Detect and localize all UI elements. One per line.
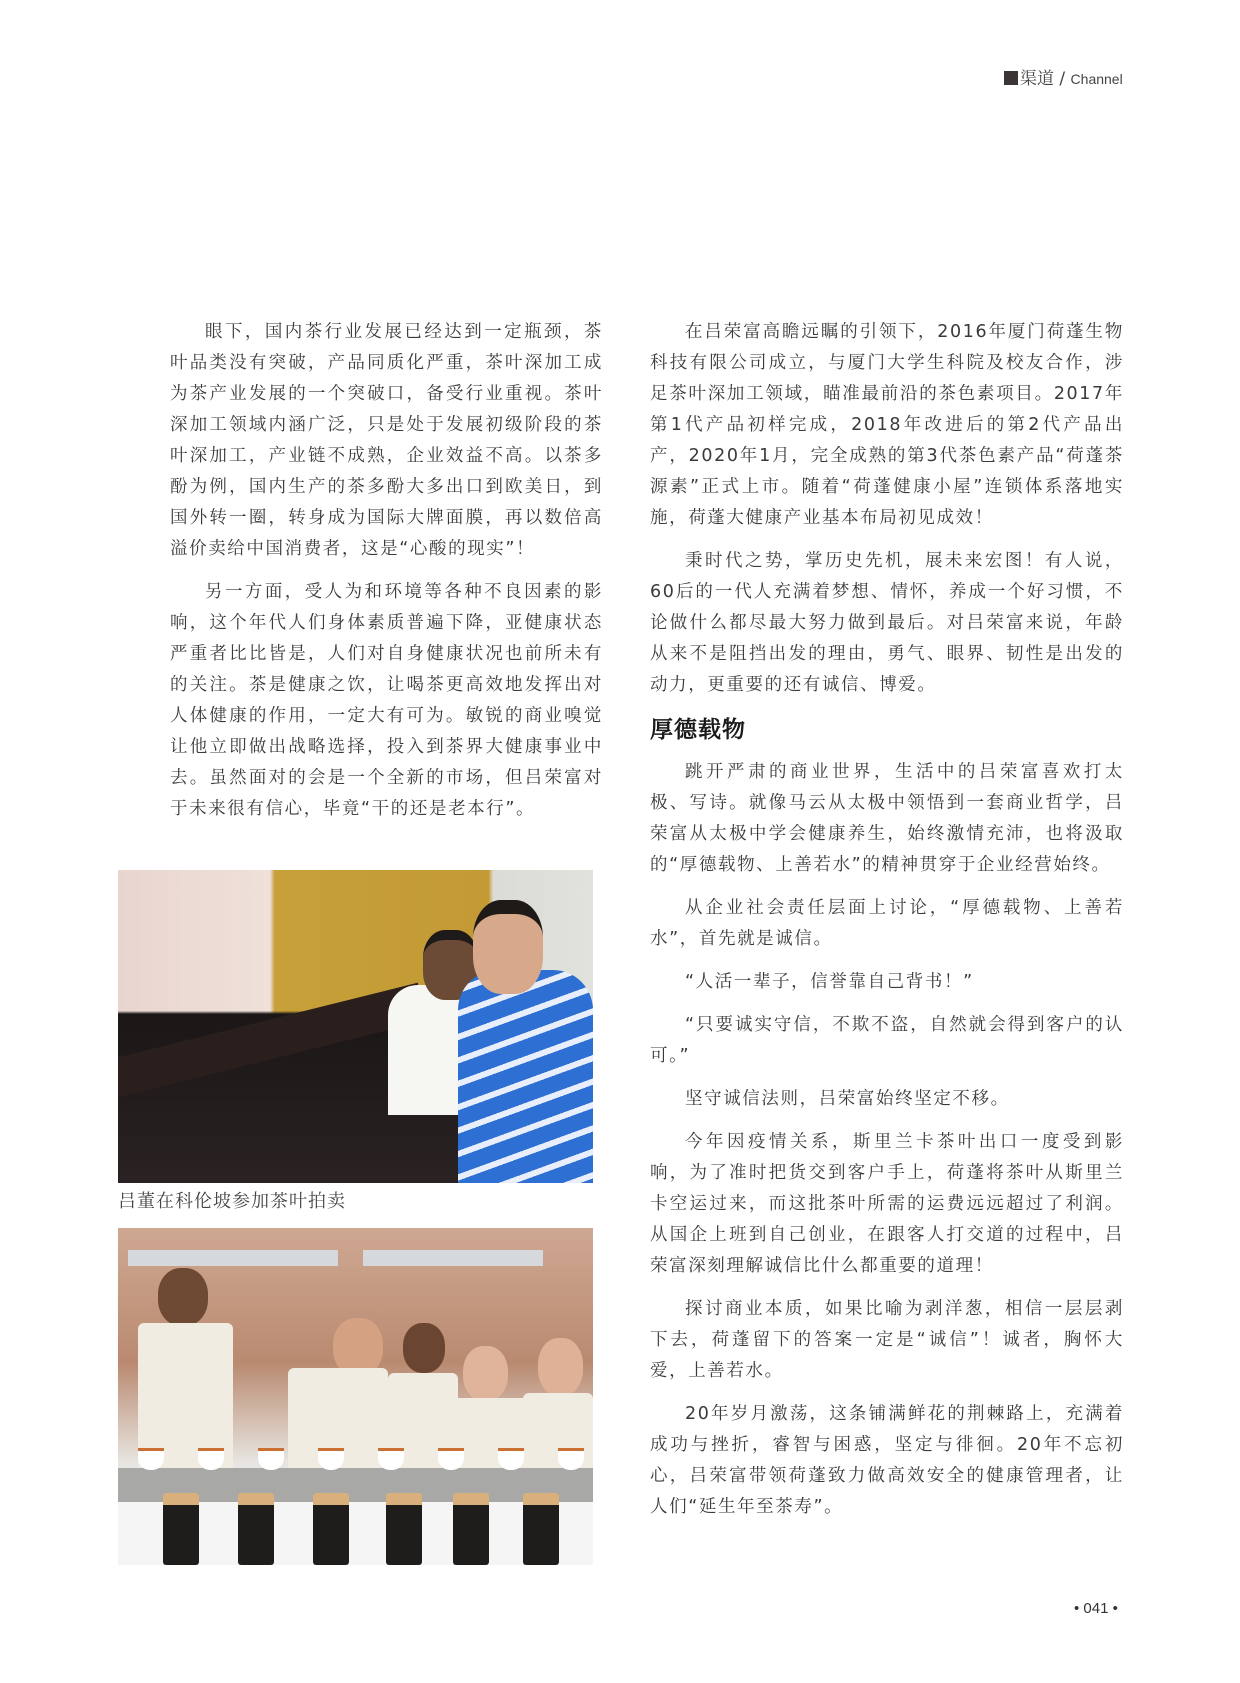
paragraph: 20年岁月激荡，这条铺满鲜花的荆棘路上，充满着成功与挫折，睿智与困惑，坚定与徘徊。20年不忘初心，吕荣富带领荷蓬致力做高效安全的健康管理者，让人们“延生年至茶寿”。: [650, 1404, 1124, 1517]
person-blue-shirt-shape: [458, 970, 593, 1183]
tea-jar-shape: [453, 1493, 489, 1565]
cup-shape: [138, 1448, 164, 1470]
lamp-shape: [363, 1250, 543, 1266]
square-bullet-icon: [1004, 71, 1018, 85]
person-head-shape: [473, 900, 543, 994]
section-separator: /: [1059, 69, 1066, 89]
paragraph: 眼下，国内茶行业发展已经达到一定瓶颈，茶叶品类没有突破，产品同质化严重，茶叶深加工成为茶产业发展的一个突破口，备受行业重视。茶叶深加工领域内涵广泛，只是处于发展初级阶段的茶叶深加工，产业链不成熟，企业效益不高。以茶多酚为例，国内生产的茶多酚大多出口到欧美日，到国外转一圈，转身成为国际大牌面膜，再以数倍高溢价卖给中国消费者，这是“心酸的现实”！: [170, 322, 603, 559]
cup-shape: [258, 1448, 284, 1470]
cup-shape: [198, 1448, 224, 1470]
tea-jar-shape: [238, 1493, 274, 1565]
quote-paragraph: “人活一辈子，信誉靠自己背书！”: [685, 972, 974, 992]
tea-jar-shape: [313, 1493, 349, 1565]
person-head-shape: [158, 1268, 208, 1326]
tea-jar-shape: [386, 1493, 422, 1565]
photo-caption: 吕董在科伦坡参加茶叶拍卖: [118, 1191, 346, 1212]
cup-shape: [498, 1448, 524, 1470]
cup-shape: [378, 1448, 404, 1470]
lamp-shape: [128, 1250, 338, 1266]
section-name-cn: 渠道: [1020, 69, 1054, 89]
tea-jar-shape: [523, 1493, 559, 1565]
paragraph: 坚守诚信法则，吕荣富始终坚定不移。: [685, 1089, 1010, 1109]
photo-tea-tasting: [118, 1228, 593, 1565]
paragraph: 跳开严肃的商业世界，生活中的吕荣富喜欢打太极、写诗。就像马云从太极中领悟到一套商业哲学，吕荣富从太极中学会健康养生，始终激情充沛，也将汲取的“厚德载物、上善若水”的精神贯穿于企业经营始终。: [650, 762, 1124, 875]
person-head-shape: [538, 1338, 583, 1396]
section-heading: 厚德载物: [650, 717, 746, 743]
paragraph: 另一方面，受人为和环境等各种不良因素的影响，这个年代人们身体素质普遍下降，亚健康状态严重者比比皆是，人们对自身健康状况也前所未有的关注。茶是健康之饮，让喝茶更高效地发挥出对人体健康的作用，一定大有可为。敏锐的商业嗅觉让他立即做出战略选择，投入到茶界大健康事业中去。虽然面对的会是一个全新的市场，但吕荣富对于未来很有信心，毕竟“干的还是老本行”。: [170, 582, 603, 819]
right-column: [650, 317, 1124, 1535]
paragraph: 在吕荣富高瞻远瞩的引领下，2016年厦门荷蓬生物科技有限公司成立，与厦门大学生科院及校友合作，涉足茶叶深加工领域，瞄准最前沿的茶色素项目。2017年第1代产品初样完成，2018年改进后的第2代产品出产，2020年1月，完全成熟的第3代茶色素产品“荷蓬茶源素”正式上市。随着“荷蓬健康小屋”连锁体系落地实施，荷蓬大健康产业基本布局初见成效！: [650, 322, 1124, 528]
apron-shape: [523, 1393, 593, 1478]
tea-jar-shape: [163, 1493, 199, 1565]
person-head-shape: [403, 1323, 445, 1373]
paragraph: 秉时代之势，掌历史先机，展未来宏图！有人说，60后的一代人充满着梦想、情怀，养成一个好习惯，不论做什么都尽最大努力做到最后。对吕荣富来说，年龄从来不是阻挡出发的理由，勇气、眼界、韧性是出发的动力，更重要的还有诚信、博爱。: [650, 551, 1124, 695]
person-head-shape: [463, 1346, 508, 1401]
paragraph: 探讨商业本质，如果比喻为剥洋葱，相信一层层剥下去，荷蓬留下的答案一定是“诚信”！诚者，胸怀大爱，上善若水。: [650, 1299, 1124, 1381]
paragraph: 今年因疫情关系，斯里兰卡茶叶出口一度受到影响，为了准时把货交到客户手上，荷蓬将茶叶从斯里兰卡空运过来，而这批茶叶所需的运费远远超过了利润。从国企上班到自己创业，在跟客人打交道的过程中，吕荣富深刻理解诚信比什么都重要的道理！: [650, 1132, 1124, 1276]
section-header: [1004, 64, 1123, 89]
photo-tea-auction: [118, 870, 593, 1183]
quote-paragraph: “只要诚实守信，不欺不盗，自然就会得到客户的认可。”: [650, 1015, 1124, 1066]
paragraph: 从企业社会责任层面上讨论，“厚德载物、上善若水”，首先就是诚信。: [650, 898, 1124, 949]
desk-shape: [118, 983, 418, 1098]
cup-shape: [438, 1448, 464, 1470]
page-number: • 041 •: [1074, 1600, 1118, 1617]
section-name-en: Channel: [1070, 71, 1123, 87]
cup-shape: [558, 1448, 584, 1470]
cup-shape: [318, 1448, 344, 1470]
left-column: [170, 317, 603, 837]
